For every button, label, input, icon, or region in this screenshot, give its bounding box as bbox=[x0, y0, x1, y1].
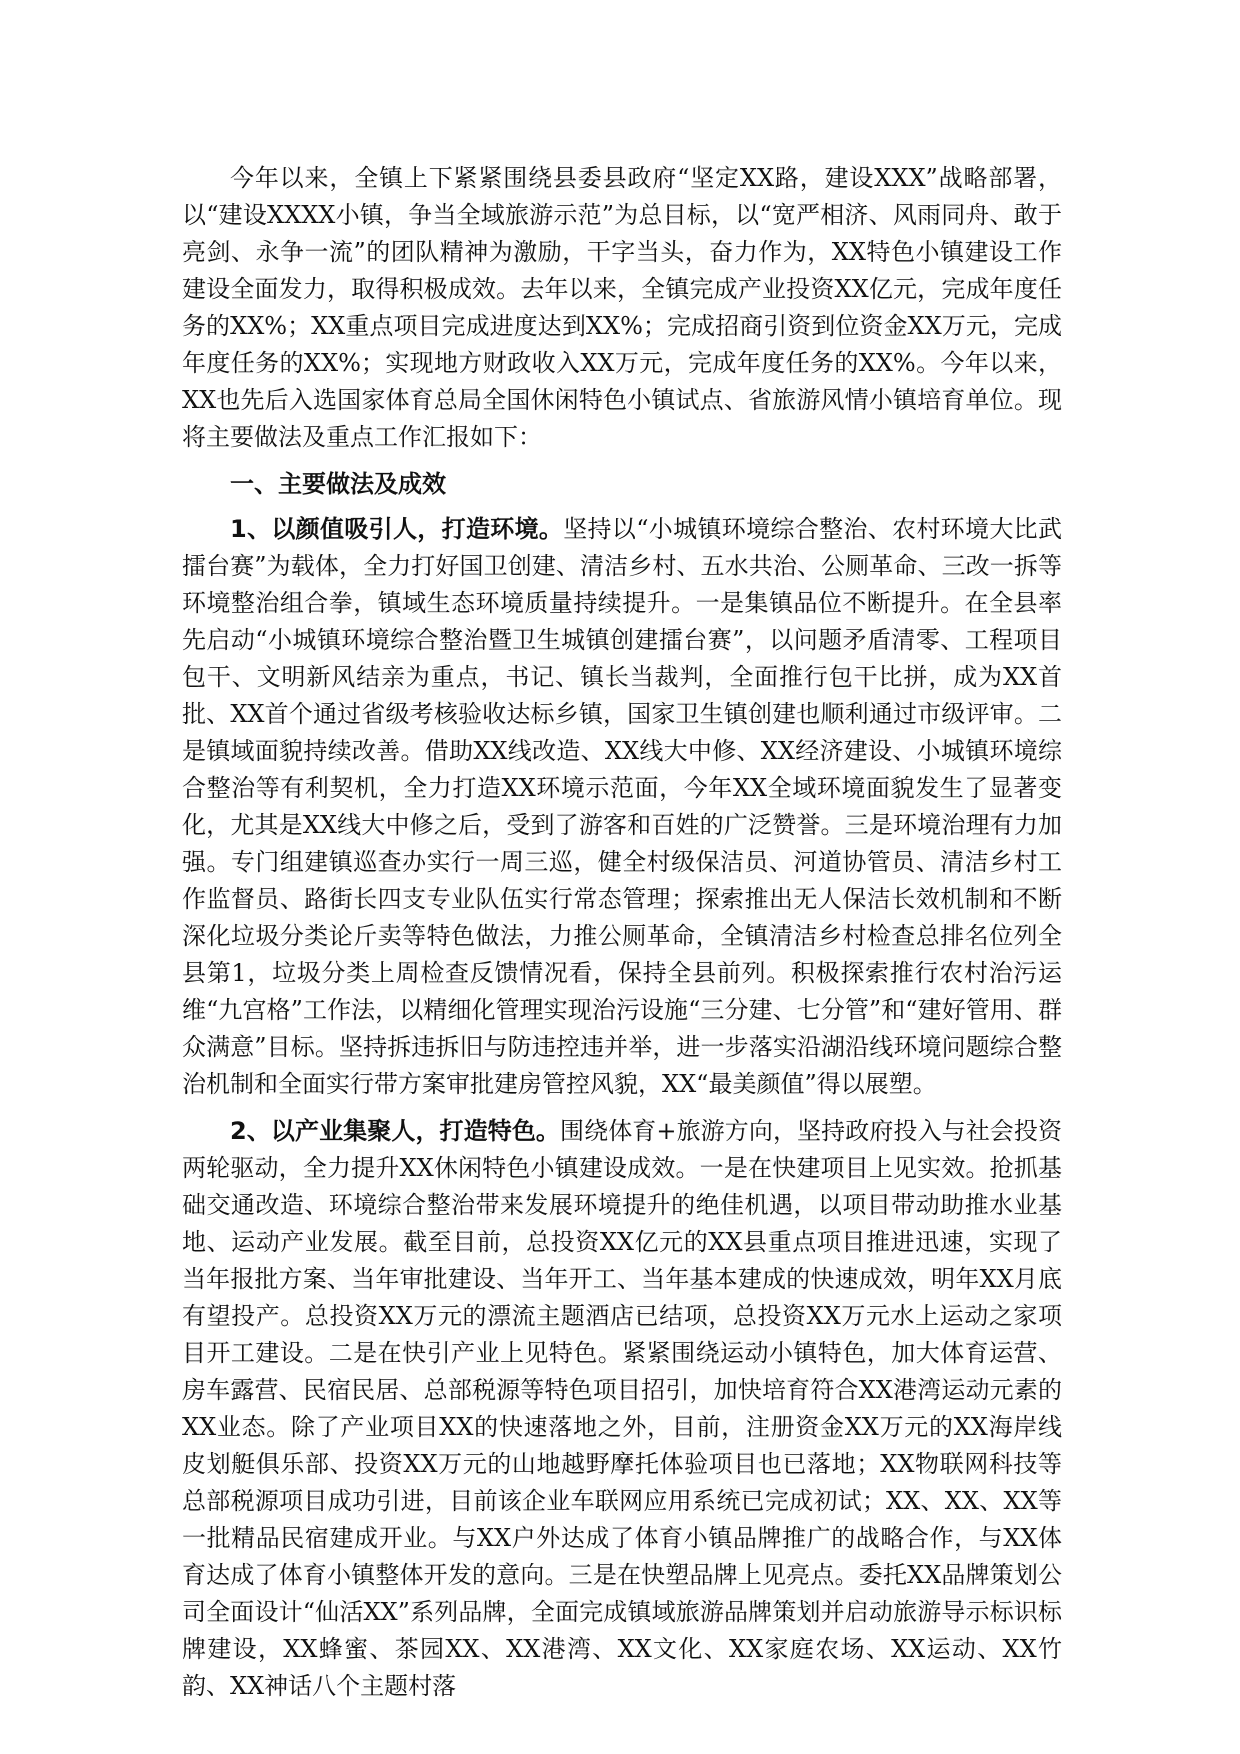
paragraph-body-2: 围绕体育+旅游方向，坚持政府投入与社会投资两轮驱动，全力提升XX休闲特色小镇建设成效。一是在快建项目上见实效。抢抓基础交通改造、环境综合整治带来发展环境提升的绝佳机遇，以项目带动助推水业基地、运动产业发展。截至目前，总投资XX亿元的XX县重点项目推进迅速，实现了当年报批方案、当年审批建设、当年开工、当年基本建成的快速成效，明年XX月底有望投产。总投资XX万元的漂流主题酒店已结项，总投资XX万元水上运动之家项目开工建设。二是在快引产业上见特色。紧紧围绕运动小镇特色，加大体育运营、房车露营、民宿民居、总部税源等特色项目招引，加快培育符合XX港湾运动元素的XX业态。除了产业项目XX的快速落地之外，目前，注册资金XX万元的XX海岸线皮划艇俱乐部、投资XX万元的山地越野摩托体验项目也已落地；XX物联网科技等总部税源项目成功引进，目前该企业车联网应用系统已完成初试；XX、XX、XX等一批精品民宿建成开业。与XX户外达成了体育小镇品牌推广的战略合作，与XX体育达成了体育小镇整体开发的意向。三是在快塑品牌上见亮点。委托XX品牌策划公司全面设计“仙活XX”系列品牌，全面完成镇域旅游品牌策划并启动旅游导示标识标牌建设，XX蜂蜜、茶园XX、XX港湾、XX文化、XX家庭农场、XX运动、XX竹韵、XX神话八个主题村落 bbox=[182, 1117, 1062, 1700]
section-heading: 一、主要做法及成效 bbox=[230, 470, 446, 498]
paragraph-body-1: 坚持以“小城镇环境综合整治、农村环境大比武擂台赛”为载体，全力打好国卫创建、清洁乡村、五水共治、公厕革命、三改一拆等环境整治组合拳，镇域生态环境质量持续提升。一是集镇品位不断提升。在全县率先启动“小城镇环境综合整治暨卫生城镇创建擂台赛”，以问题矛盾清零、工程项目包干、文明新风结亲为重点，书记、镇长当裁判，全面推行包干比拼，成为XX首批、XX首个通过省级考核验收达标乡镇，国家卫生镇创建也顺利通过市级评审。二是镇域面貌持续改善。借助XX线改造、XX线大中修、XX经济建设、小城镇环境综合整治等有利契机，全力打造XX环境示范面，今年XX全域环境面貌发生了显著变化，尤其是XX线大中修之后，受到了游客和百姓的广泛赞誉。三是环境治理有力加强。专门组建镇巡查办实行一周三巡，健全村级保洁员、河道协管员、清洁乡村工作监督员、路街长四支专业队伍实行常态管理；探索推出无人保洁长效机制和不断深化垃圾分类论斤卖等特色做法，力推公厕革命，全镇清洁乡村检查总排名位列全县第1，垃圾分类上周检查反馈情况看，保持全县前列。积极探索推行农村治污运维“九宫格”工作法，以精细化管理实现治污设施“三分建、七分管”和“建好管用、群众满意”目标。坚持拆违拆旧与防违控违并举，进一步落实沿湖沿线环境问题综合整治机制和全面实行带方案审批建房管控风貌，XX“最美颜值”得以展塑。 bbox=[182, 515, 1062, 1098]
document-page bbox=[182, 160, 1062, 1715]
body-paragraph-2 bbox=[182, 1113, 1062, 1705]
intro-paragraph: 今年以来，全镇上下紧紧围绕县委县政府“坚定XX路，建设XXX”战略部署，以“建设XXXX小镇，争当全域旅游示范”为总目标，以“宽严相济、风雨同舟、敢于亮剑、永争一流”的团队精神为激励，干字当头，奋力作为，XX特色小镇建设工作建设全面发力，取得积极成效。去年以来，全镇完成产业投资XX亿元，完成年度任务的XX%；XX重点项目完成进度达到XX%；完成招商引资到位资金XX万元，完成年度任务的XX%；实现地方财政收入XX万元，完成年度任务的XX%。今年以来，XX也先后入选国家体育总局全国休闲特色小镇试点、省旅游风情小镇培育单位。现将主要做法及重点工作汇报如下： bbox=[182, 164, 1062, 451]
body-paragraph-1 bbox=[182, 511, 1062, 1103]
paragraph-lead-2: 2、以产业集聚人，打造特色。 bbox=[230, 1117, 561, 1145]
paragraph-lead-1: 1、以颜值吸引人，打造环境。 bbox=[230, 515, 564, 543]
